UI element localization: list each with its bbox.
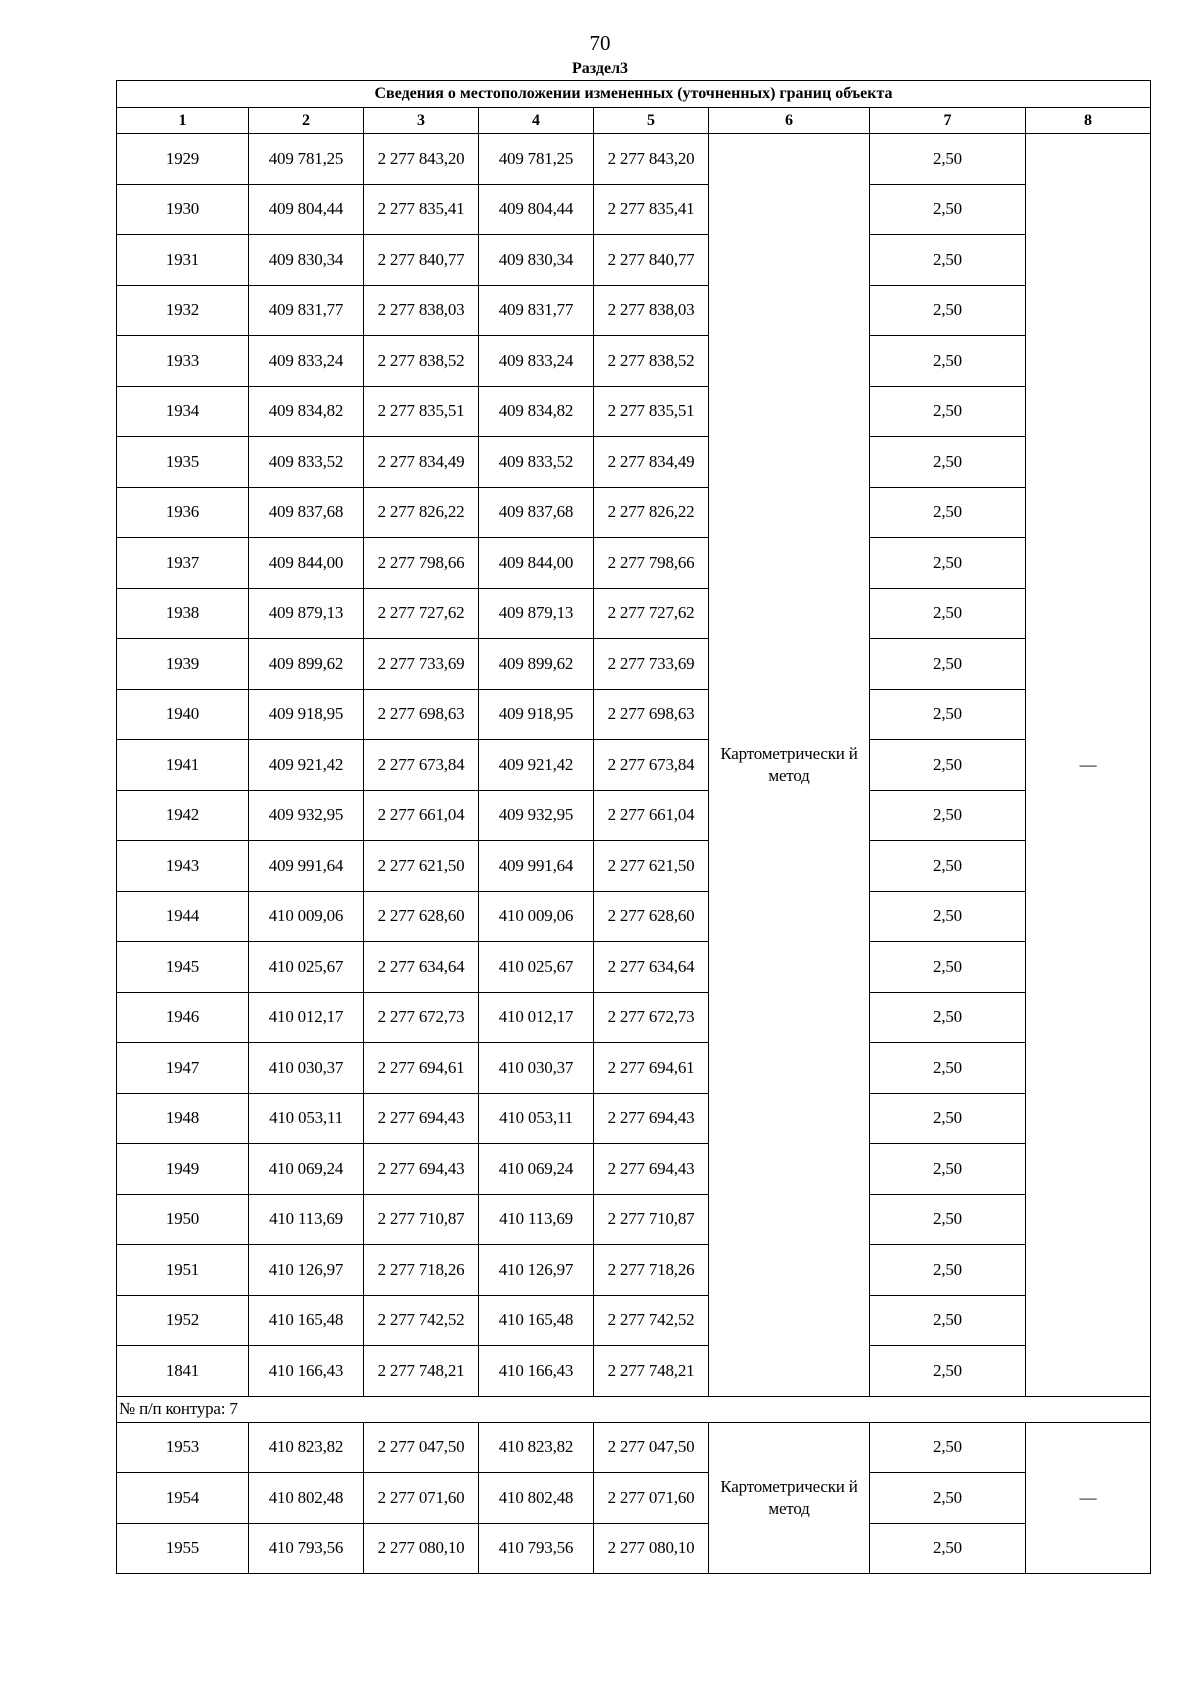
table-cell: 2 277 710,87	[594, 1194, 709, 1245]
table-cell: 410 030,37	[249, 1043, 364, 1094]
table-cell: 1940	[117, 689, 249, 740]
table-cell: 1952	[117, 1295, 249, 1346]
table-cell: 409 921,42	[249, 740, 364, 791]
boundary-table	[116, 80, 1151, 1574]
table-cell: 2 277 733,69	[594, 639, 709, 690]
note-cell: —	[1026, 134, 1151, 1397]
column-number-5: 5	[594, 108, 709, 134]
table-cell: 409 899,62	[249, 639, 364, 690]
column-number-6: 6	[709, 108, 870, 134]
table-cell: 409 804,44	[249, 184, 364, 235]
table-cell: 410 793,56	[249, 1523, 364, 1574]
table-cell: 410 069,24	[479, 1144, 594, 1195]
table-cell: 2 277 694,61	[594, 1043, 709, 1094]
table-cell: 2 277 718,26	[364, 1245, 479, 1296]
table-body	[117, 134, 1151, 1574]
table-row	[117, 639, 1151, 690]
table-row	[117, 538, 1151, 589]
table-cell: 2 277 840,77	[594, 235, 709, 286]
table-cell: 2 277 628,60	[594, 891, 709, 942]
table-cell: 2 277 835,51	[594, 386, 709, 437]
table-cell: 2,50	[870, 1144, 1026, 1195]
column-number-3: 3	[364, 108, 479, 134]
table-cell: 2 277 047,50	[594, 1422, 709, 1473]
table-cell: 2 277 710,87	[364, 1194, 479, 1245]
table-row	[117, 992, 1151, 1043]
table-cell: 2 277 798,66	[594, 538, 709, 589]
table-cell: 2,50	[870, 891, 1026, 942]
table-cell: 409 830,34	[479, 235, 594, 286]
table-cell: 2,50	[870, 740, 1026, 791]
table-cell: 2 277 748,21	[594, 1346, 709, 1397]
table-cell: 2,50	[870, 639, 1026, 690]
table-row	[117, 1194, 1151, 1245]
table-cell: 2,50	[870, 184, 1026, 235]
table-cell: 2 277 628,60	[364, 891, 479, 942]
table-cell: 2 277 634,64	[364, 942, 479, 993]
table-row	[117, 588, 1151, 639]
table-cell: 409 844,00	[479, 538, 594, 589]
contour-row	[117, 1396, 1151, 1422]
table-cell: 2,50	[870, 1093, 1026, 1144]
table-row	[117, 437, 1151, 488]
table-cell: 2,50	[870, 235, 1026, 286]
table-cell: 2 277 047,50	[364, 1422, 479, 1473]
table-cell: 2 277 835,41	[364, 184, 479, 235]
table-cell: 2 277 840,77	[364, 235, 479, 286]
table-row	[117, 790, 1151, 841]
table-row	[117, 134, 1151, 185]
table-row	[117, 1346, 1151, 1397]
table-cell: 1954	[117, 1473, 249, 1524]
table-cell: 2,50	[870, 336, 1026, 387]
table-cell: 1942	[117, 790, 249, 841]
table-cell: 409 833,52	[479, 437, 594, 488]
table-cell: 409 991,64	[249, 841, 364, 892]
table-cell: 409 921,42	[479, 740, 594, 791]
table-cell: 2,50	[870, 1194, 1026, 1245]
table-cell: 410 126,97	[479, 1245, 594, 1296]
column-number-2: 2	[249, 108, 364, 134]
table-cell: 2,50	[870, 1473, 1026, 1524]
table-cell: 410 012,17	[479, 992, 594, 1043]
table-cell: 1935	[117, 437, 249, 488]
table-cell: 409 918,95	[249, 689, 364, 740]
table-cell: 1938	[117, 588, 249, 639]
table-cell: 1933	[117, 336, 249, 387]
table-cell: 2 277 673,84	[594, 740, 709, 791]
table-cell: 2,50	[870, 1523, 1026, 1574]
table-cell: 2 277 838,52	[594, 336, 709, 387]
table-cell: 410 025,67	[249, 942, 364, 993]
table-cell: 2 277 698,63	[594, 689, 709, 740]
table-cell: 2,50	[870, 790, 1026, 841]
table-cell: 2 277 838,03	[364, 285, 479, 336]
table-cell: 410 012,17	[249, 992, 364, 1043]
table-cell: 2 277 621,50	[594, 841, 709, 892]
table-cell: 2 277 843,20	[594, 134, 709, 185]
table-row	[117, 1422, 1151, 1473]
table-cell: 409 834,82	[479, 386, 594, 437]
table-row	[117, 487, 1151, 538]
table-cell: 2 277 733,69	[364, 639, 479, 690]
table-caption: Сведения о местоположении измененных (уточненных) границ объекта	[117, 81, 1151, 108]
table-row	[117, 1144, 1151, 1195]
table-cell: 410 166,43	[249, 1346, 364, 1397]
table-cell: 1949	[117, 1144, 249, 1195]
table-row	[117, 740, 1151, 791]
table-cell: 1944	[117, 891, 249, 942]
table-cell: 2 277 826,22	[594, 487, 709, 538]
table-cell: 410 069,24	[249, 1144, 364, 1195]
table-cell: 2 277 661,04	[594, 790, 709, 841]
table-cell: 410 025,67	[479, 942, 594, 993]
table-row	[117, 1523, 1151, 1574]
table-cell: 410 009,06	[249, 891, 364, 942]
table-cell: 409 833,52	[249, 437, 364, 488]
table-cell: 2,50	[870, 588, 1026, 639]
table-cell: 1953	[117, 1422, 249, 1473]
table-cell: 2,50	[870, 1295, 1026, 1346]
table-cell: 409 781,25	[479, 134, 594, 185]
table-cell: 2 277 071,60	[594, 1473, 709, 1524]
table-cell: 409 918,95	[479, 689, 594, 740]
table-cell: 2,50	[870, 437, 1026, 488]
table-cell: 410 166,43	[479, 1346, 594, 1397]
table-cell: 409 804,44	[479, 184, 594, 235]
table-cell: 2 277 838,52	[364, 336, 479, 387]
table-cell: 410 793,56	[479, 1523, 594, 1574]
table-cell: 2 277 835,51	[364, 386, 479, 437]
section-title: Раздел3	[571, 60, 629, 77]
table-cell: 1951	[117, 1245, 249, 1296]
table-row	[117, 1473, 1151, 1524]
table-cell: 2,50	[870, 1346, 1026, 1397]
table-cell: 1941	[117, 740, 249, 791]
table-cell: 410 009,06	[479, 891, 594, 942]
table-cell: 409 834,82	[249, 386, 364, 437]
table-cell: 410 113,69	[249, 1194, 364, 1245]
table-cell: 2,50	[870, 1245, 1026, 1296]
table-cell: 2 277 071,60	[364, 1473, 479, 1524]
table-cell: 410 823,82	[479, 1422, 594, 1473]
table-cell: 409 879,13	[479, 588, 594, 639]
table-cell: 2 277 742,52	[364, 1295, 479, 1346]
table-cell: 409 932,95	[249, 790, 364, 841]
table-cell: 2,50	[870, 841, 1026, 892]
table-cell: 1939	[117, 639, 249, 690]
table-cell: 2 277 661,04	[364, 790, 479, 841]
table-cell: 2 277 672,73	[364, 992, 479, 1043]
table-cell: 2 277 727,62	[364, 588, 479, 639]
table-cell: 409 833,24	[479, 336, 594, 387]
table-cell: 2 277 080,10	[364, 1523, 479, 1574]
table-cell: 2,50	[870, 538, 1026, 589]
column-number-1: 1	[117, 108, 249, 134]
column-number-8: 8	[1026, 108, 1151, 134]
table-cell: 410 053,11	[249, 1093, 364, 1144]
table-row	[117, 1043, 1151, 1094]
table-cell: 2 277 742,52	[594, 1295, 709, 1346]
table-row	[117, 285, 1151, 336]
table-cell: 1930	[117, 184, 249, 235]
table-cell: 409 837,68	[249, 487, 364, 538]
table-cell: 409 991,64	[479, 841, 594, 892]
table-cell: 1932	[117, 285, 249, 336]
table-cell: 2,50	[870, 386, 1026, 437]
table-row	[117, 689, 1151, 740]
table-cell: 410 165,48	[479, 1295, 594, 1346]
table-cell: 1934	[117, 386, 249, 437]
table-cell: 2,50	[870, 134, 1026, 185]
table-cell: 2 277 673,84	[364, 740, 479, 791]
table-cell: 2 277 843,20	[364, 134, 479, 185]
table-cell: 2 277 748,21	[364, 1346, 479, 1397]
table-cell: 2 277 718,26	[594, 1245, 709, 1296]
method-cell: Картометрически й метод	[709, 1422, 870, 1574]
table-cell: 2,50	[870, 1422, 1026, 1473]
method-cell: Картометрически й метод	[709, 134, 870, 1397]
table-cell: 410 802,48	[479, 1473, 594, 1524]
table-cell: 2,50	[870, 487, 1026, 538]
table-row	[117, 184, 1151, 235]
table-row	[117, 942, 1151, 993]
table-cell: 1937	[117, 538, 249, 589]
table-cell: 2,50	[870, 942, 1026, 993]
table-cell: 410 126,97	[249, 1245, 364, 1296]
table-cell: 2 277 798,66	[364, 538, 479, 589]
table-cell: 2 277 838,03	[594, 285, 709, 336]
table-cell: 2 277 826,22	[364, 487, 479, 538]
table-cell: 410 053,11	[479, 1093, 594, 1144]
note-cell: —	[1026, 1422, 1151, 1574]
table-cell: 2 277 694,43	[594, 1093, 709, 1144]
table-cell: 409 833,24	[249, 336, 364, 387]
table-row	[117, 841, 1151, 892]
table-row	[117, 235, 1151, 286]
table-cell: 2 277 672,73	[594, 992, 709, 1043]
table-cell: 1948	[117, 1093, 249, 1144]
table-cell: 2,50	[870, 285, 1026, 336]
table-cell: 2,50	[870, 992, 1026, 1043]
table-cell: 409 837,68	[479, 487, 594, 538]
table-row	[117, 891, 1151, 942]
table-cell: 2 277 694,43	[364, 1093, 479, 1144]
table-cell: 409 830,34	[249, 235, 364, 286]
table-cell: 1931	[117, 235, 249, 286]
table-cell: 1947	[117, 1043, 249, 1094]
table-cell: 2 277 080,10	[594, 1523, 709, 1574]
table-cell: 2 277 621,50	[364, 841, 479, 892]
table-cell: 409 932,95	[479, 790, 594, 841]
table-cell: 410 030,37	[479, 1043, 594, 1094]
table-cell: 2 277 835,41	[594, 184, 709, 235]
contour-label: № п/п контура: 7	[117, 1396, 1151, 1422]
column-number-row	[117, 108, 1151, 134]
table-cell: 1841	[117, 1346, 249, 1397]
table-cell: 409 781,25	[249, 134, 364, 185]
table-cell: 1945	[117, 942, 249, 993]
table-cell: 2 277 698,63	[364, 689, 479, 740]
table-cell: 2 277 694,43	[364, 1144, 479, 1195]
table-cell: 2,50	[870, 689, 1026, 740]
column-number-4: 4	[479, 108, 594, 134]
table-cell: 1929	[117, 134, 249, 185]
table-cell: 1946	[117, 992, 249, 1043]
table-row	[117, 386, 1151, 437]
table-cell: 409 831,77	[479, 285, 594, 336]
table-cell: 410 823,82	[249, 1422, 364, 1473]
table-cell: 2 277 634,64	[594, 942, 709, 993]
table-cell: 1950	[117, 1194, 249, 1245]
table-row	[117, 1093, 1151, 1144]
table-row	[117, 1245, 1151, 1296]
table-cell: 2 277 834,49	[594, 437, 709, 488]
table-cell: 410 802,48	[249, 1473, 364, 1524]
table-cell: 2 277 694,43	[594, 1144, 709, 1195]
table-cell: 2 277 727,62	[594, 588, 709, 639]
table-cell: 1943	[117, 841, 249, 892]
table-cell: 2,50	[870, 1043, 1026, 1094]
table-cell: 410 165,48	[249, 1295, 364, 1346]
table-cell: 410 113,69	[479, 1194, 594, 1245]
page-number: 70	[589, 31, 611, 55]
table-cell: 2 277 694,61	[364, 1043, 479, 1094]
table-cell: 1936	[117, 487, 249, 538]
table-cell: 409 844,00	[249, 538, 364, 589]
column-number-7: 7	[870, 108, 1026, 134]
table-cell: 409 831,77	[249, 285, 364, 336]
table-row	[117, 336, 1151, 387]
table-cell: 1955	[117, 1523, 249, 1574]
table-cell: 409 899,62	[479, 639, 594, 690]
table-cell: 409 879,13	[249, 588, 364, 639]
table-row	[117, 1295, 1151, 1346]
table-cell: 2 277 834,49	[364, 437, 479, 488]
